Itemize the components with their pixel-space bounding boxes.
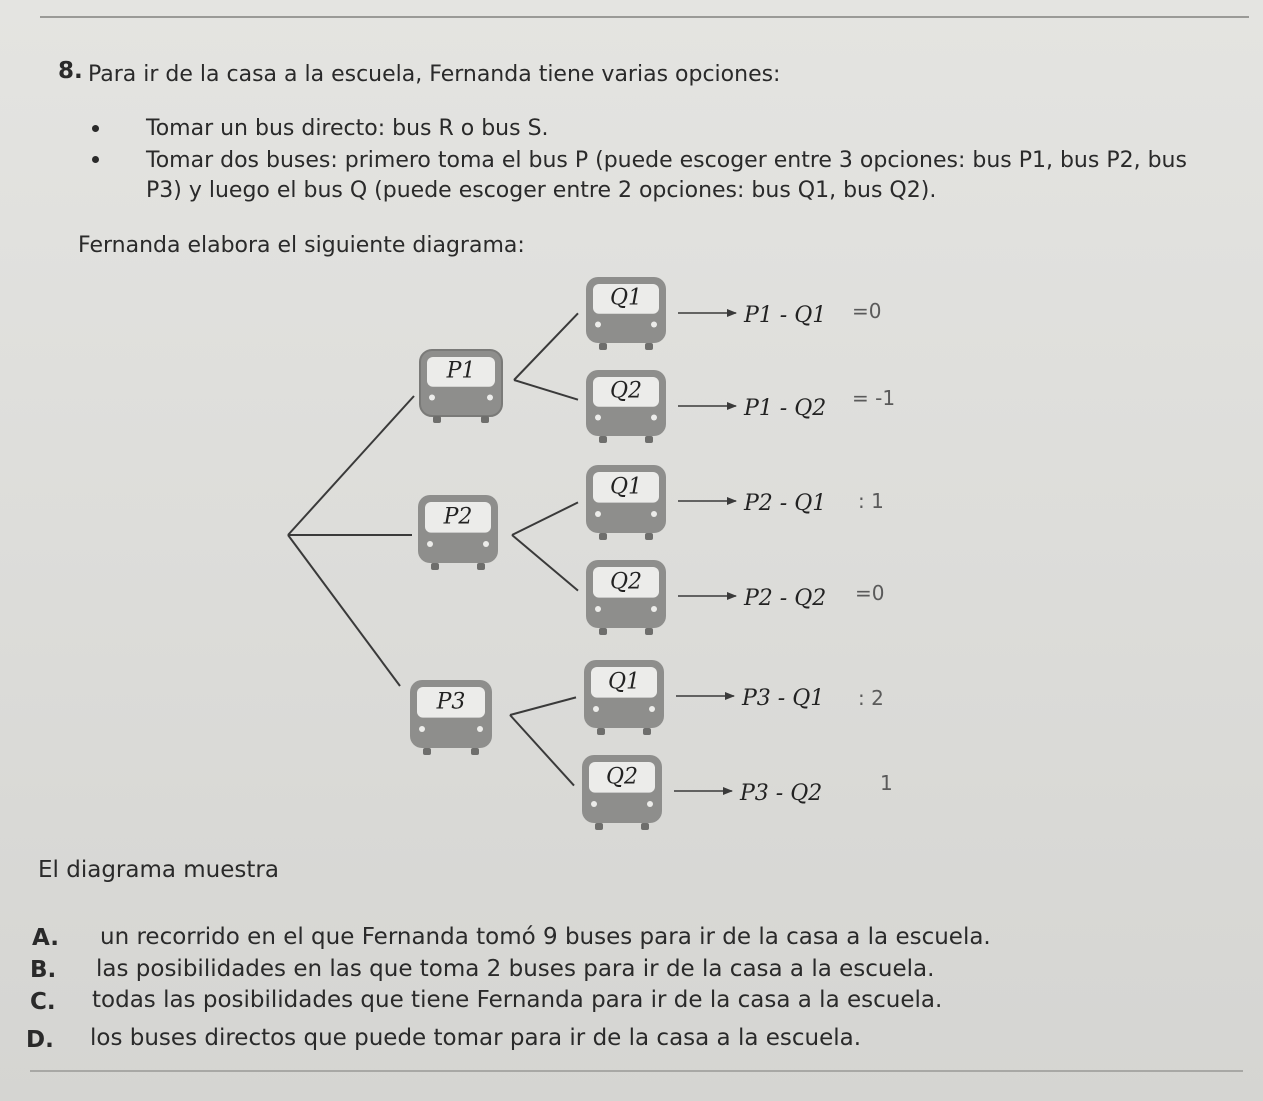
q-6-bus-icon (582, 755, 662, 830)
q-4-bus-headlight-left (595, 606, 601, 612)
q-2-bus-headlight-right (651, 415, 657, 421)
bullet-two-buses-line1: Tomar dos buses: primero toma el bus P (puede escoger entre 3 opciones: bus P1, bus P2, bus (146, 148, 1187, 173)
bullet-direct-bus: Tomar un bus directo: bus R o bus S. (146, 116, 549, 141)
branch-root-p3 (288, 535, 400, 686)
q-6-bus-headlight-left (591, 801, 597, 807)
branch-root-p1 (288, 396, 414, 535)
p2-bus-headlight-right (483, 541, 489, 547)
p2-bus-wheel-left (431, 563, 439, 570)
outcome-label-3: P2 - Q1 (744, 491, 827, 516)
q-1-bus-label: Q1 (609, 285, 643, 311)
outcome-label-1: P1 - Q1 (744, 303, 827, 328)
p2-bus-icon (418, 495, 498, 570)
p1-bus-wheel-left (433, 416, 441, 423)
q-3-bus-headlight-left (595, 511, 601, 517)
bullet-two-buses-line2: P3) y luego el bus Q (puede escoger entre 2 opciones: bus Q1, bus Q2). (146, 178, 937, 203)
q-5-bus-wheel-left (597, 728, 605, 735)
p1-bus-label: P1 (446, 358, 476, 384)
q-3-bus-wheel-right (645, 533, 653, 540)
q-6-bus-label: Q2 (605, 764, 639, 790)
option-a-text[interactable]: un recorrido en el que Fernanda tomó 9 buses para ir de la casa a la escuela. (100, 924, 991, 950)
q-4-bus-wheel-left (599, 628, 607, 635)
outcome-label-6: P3 - Q2 (740, 781, 823, 806)
option-c-text[interactable]: todas las posibilidades que tiene Fernanda para ir de la casa a la escuela. (92, 987, 943, 1013)
q-6-bus-wheel-left (595, 823, 603, 830)
q-5-bus-wheel-right (643, 728, 651, 735)
q-6-bus-wheel-right (641, 823, 649, 830)
q-2-bus-label: Q2 (609, 378, 643, 404)
q-2-bus-wheel-left (599, 436, 607, 443)
outcome-label-4: P2 - Q2 (744, 586, 827, 611)
branch-p1-q1 (514, 313, 578, 380)
handwritten-note-6: 1 (880, 771, 893, 795)
p2-bus-wheel-right (477, 563, 485, 570)
option-b-letter[interactable]: B. (30, 957, 57, 983)
q-1-bus-headlight-left (595, 322, 601, 328)
branch-p1-q2 (514, 380, 578, 400)
p1-bus-icon (420, 350, 502, 423)
option-d-letter[interactable]: D. (26, 1027, 54, 1053)
option-c-letter[interactable]: C. (30, 989, 56, 1015)
p2-bus-label: P2 (443, 504, 473, 530)
q-1-bus-wheel-left (599, 343, 607, 350)
outcome-label-2: P1 - Q2 (744, 396, 827, 421)
q-5-bus-label: Q1 (607, 669, 641, 695)
p3-bus-headlight-left (419, 726, 425, 732)
p1-bus-headlight-left (429, 395, 435, 401)
q-4-bus-label: Q2 (609, 569, 643, 595)
q-3-bus-headlight-right (651, 511, 657, 517)
q-1-bus-icon (586, 277, 666, 350)
p3-bus-wheel-right (471, 748, 479, 755)
q-4-bus-headlight-right (651, 606, 657, 612)
q-1-bus-wheel-right (645, 343, 653, 350)
q-2-bus-icon (586, 370, 666, 443)
handwritten-note-1: =0 (852, 299, 882, 323)
bottom-rule (30, 1070, 1243, 1072)
option-d-text[interactable]: los buses directos que puede tomar para ir de la casa a la escuela. (90, 1025, 862, 1051)
p3-bus-icon (410, 680, 492, 755)
p1-bus-wheel-right (481, 416, 489, 423)
q-3-bus-wheel-left (599, 533, 607, 540)
p2-bus-headlight-left (427, 541, 433, 547)
p3-bus-label: P3 (436, 689, 466, 715)
diagram-prompt: El diagrama muestra (38, 857, 279, 883)
handwritten-note-3: : 1 (858, 489, 884, 513)
q-5-bus-headlight-left (593, 706, 599, 712)
q-1-bus-headlight-right (651, 322, 657, 328)
q-2-bus-wheel-right (645, 436, 653, 443)
question-stem: Para ir de la casa a la escuela, Fernanda tiene varias opciones: (88, 62, 781, 87)
handwritten-note-5: : 2 (858, 686, 884, 710)
p3-bus-wheel-left (423, 748, 431, 755)
handwritten-note-2: = -1 (852, 386, 896, 410)
diagram-intro: Fernanda elabora el siguiente diagrama: (78, 233, 525, 258)
q-3-bus-label: Q1 (609, 474, 643, 500)
option-a-letter[interactable]: A. (32, 925, 59, 951)
p3-bus-headlight-right (477, 726, 483, 732)
question-number: 8. (58, 58, 83, 84)
outcome-label-5: P3 - Q1 (742, 686, 825, 711)
q-5-bus-headlight-right (649, 706, 655, 712)
branch-p3-q2 (510, 715, 574, 786)
q-4-bus-icon (586, 560, 666, 635)
branch-p3-q1 (510, 697, 576, 715)
q-5-bus-icon (584, 660, 664, 735)
option-b-text[interactable]: las posibilidades en las que toma 2 buses para ir de la casa a la escuela. (96, 956, 935, 982)
q-6-bus-headlight-right (647, 801, 653, 807)
q-4-bus-wheel-right (645, 628, 653, 635)
branch-p2-q2 (512, 535, 578, 591)
q-3-bus-icon (586, 465, 666, 540)
q-2-bus-headlight-left (595, 415, 601, 421)
p1-bus-headlight-right (487, 395, 493, 401)
handwritten-note-4: =0 (855, 581, 885, 605)
branch-p2-q1 (512, 502, 578, 535)
